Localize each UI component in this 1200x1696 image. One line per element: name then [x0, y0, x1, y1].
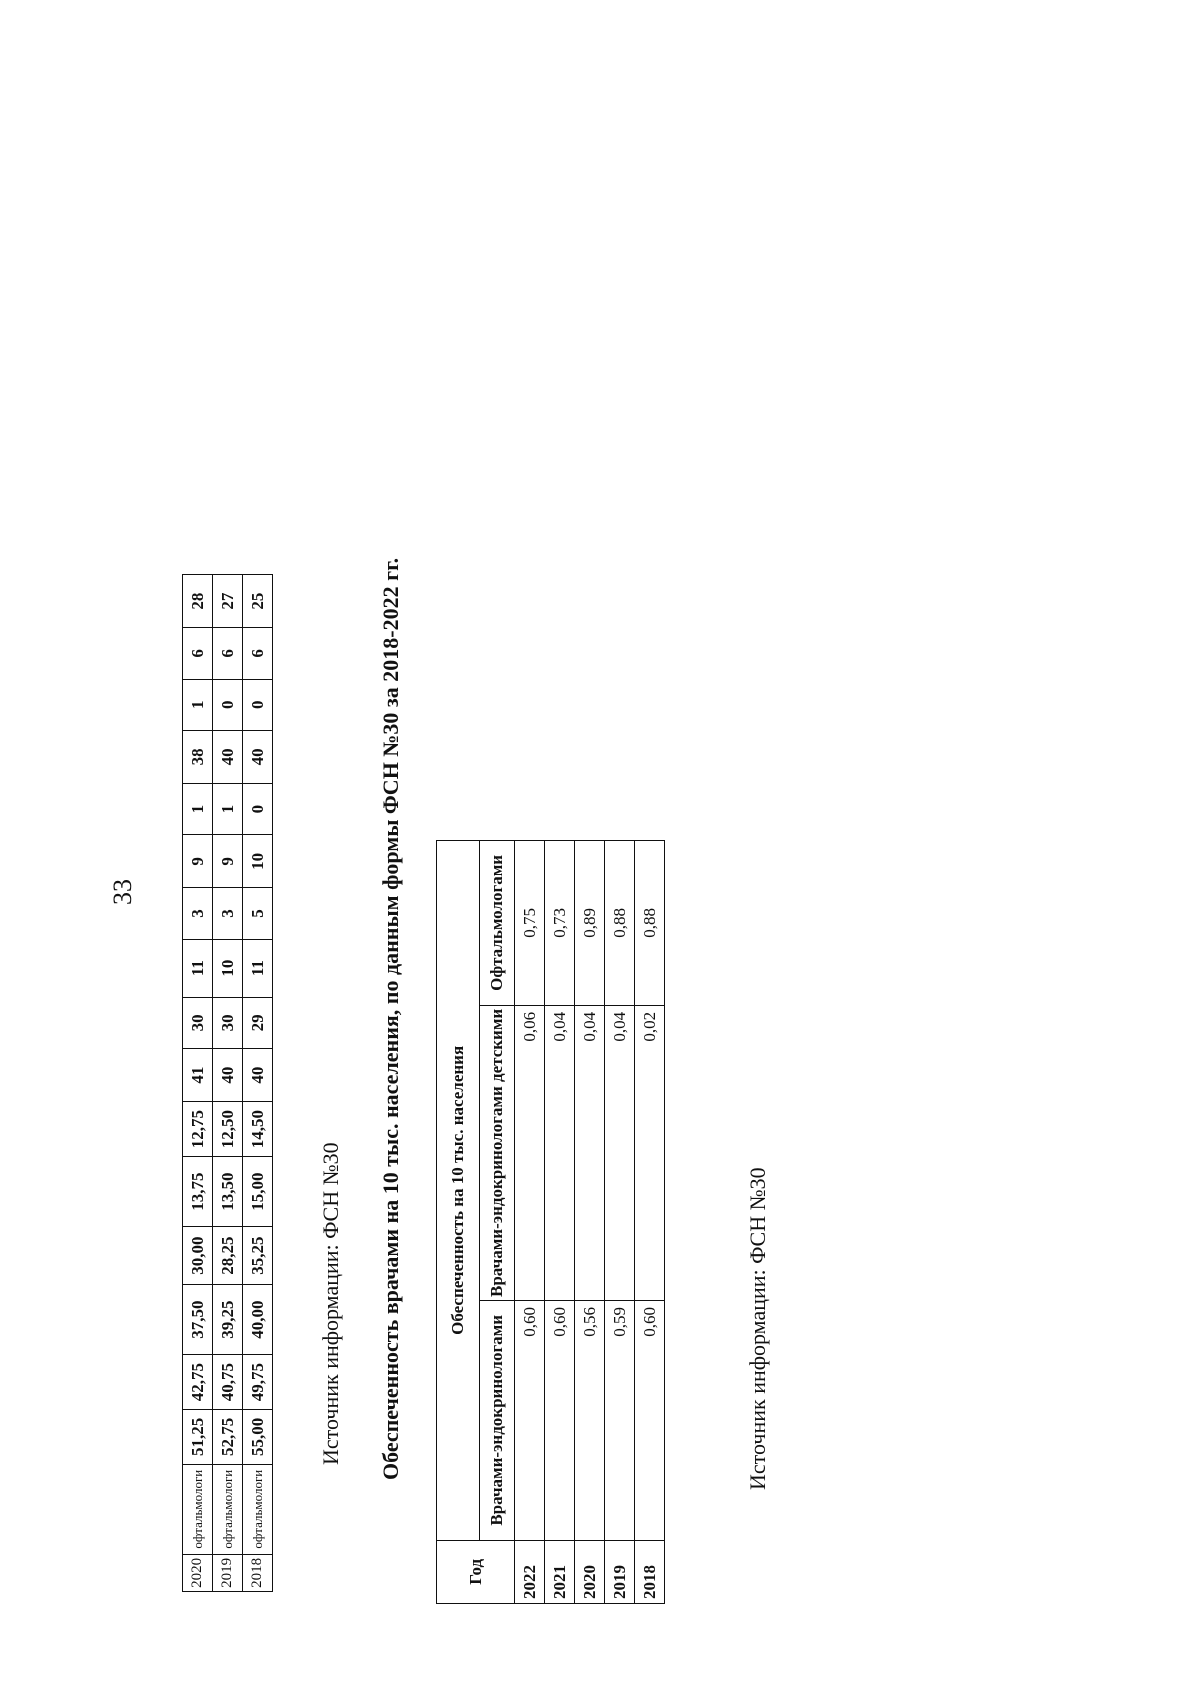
table-cell: 42,75 — [183, 1355, 213, 1410]
table-cell: 0,59 — [605, 1300, 635, 1540]
table-cell: 0 — [213, 679, 243, 730]
table-cell: 10 — [243, 835, 273, 888]
table-cell: 0,06 — [515, 1005, 545, 1300]
table-cell: 0,04 — [605, 1005, 635, 1300]
table-cell: 39,25 — [213, 1285, 243, 1355]
table-cell: 10 — [213, 939, 243, 997]
table-row — [243, 575, 273, 1592]
table-cell: 9 — [213, 835, 243, 888]
table-row — [213, 575, 243, 1592]
table-cell: 51,25 — [183, 1409, 213, 1464]
table2-wrapper — [436, 840, 665, 1604]
table-cell: 0,89 — [575, 841, 605, 1006]
source-note-2: Источник информации: ФСН №30 — [745, 1167, 770, 1490]
source-note-1: Источник информации: ФСН №30 — [318, 1142, 343, 1465]
table-row — [575, 841, 605, 1604]
year-column-header: Год — [437, 1540, 515, 1603]
table-cell: 40,00 — [243, 1285, 273, 1355]
table-cell: 1 — [183, 783, 213, 834]
table-row — [183, 575, 213, 1592]
ophthalmologist-stats-table — [182, 574, 273, 1592]
row-year: 2018 — [635, 1540, 665, 1603]
table-cell: 27 — [213, 575, 243, 628]
table-cell: 0,88 — [635, 841, 665, 1006]
table-cell: 40 — [243, 730, 273, 783]
table-cell: 12,75 — [183, 1102, 213, 1157]
table-cell: 0 — [243, 783, 273, 834]
row-specialty: офтальмологи — [183, 1464, 213, 1554]
table-cell: 0,73 — [545, 841, 575, 1006]
row-year: 2018 — [243, 1554, 273, 1591]
page-number: 33 — [108, 879, 137, 905]
group-header: Обеспеченность на 10 тыс. населения — [437, 841, 480, 1541]
table-cell: 30,00 — [183, 1227, 213, 1285]
table-row — [605, 841, 635, 1604]
table-cell: 35,25 — [243, 1227, 273, 1285]
column-header-pediatric-endocrinologists: Врачами-эндокринологами детскими — [480, 1005, 515, 1300]
table-cell: 0,60 — [515, 1300, 545, 1540]
table-row — [545, 841, 575, 1604]
table-title: Обеспеченность врачами на 10 тыс. населения, по данным формы ФСН №30 за 2018-2022 гг. — [378, 557, 403, 1480]
table-cell: 5 — [243, 888, 273, 939]
table-cell: 0,75 — [515, 841, 545, 1006]
table-cell: 0,60 — [545, 1300, 575, 1540]
table-cell: 0,04 — [575, 1005, 605, 1300]
table-cell: 40 — [213, 1049, 243, 1102]
row-year: 2021 — [545, 1540, 575, 1603]
table-cell: 0,04 — [545, 1005, 575, 1300]
table-cell: 6 — [243, 628, 273, 679]
column-header-ophthalmologists: Офтальмологами — [480, 841, 515, 1006]
table-cell: 0,88 — [605, 841, 635, 1006]
table-cell: 14,50 — [243, 1102, 273, 1157]
table-cell: 13,50 — [213, 1156, 243, 1226]
table-cell: 25 — [243, 575, 273, 628]
table-cell: 1 — [213, 783, 243, 834]
table-cell: 30 — [213, 997, 243, 1049]
table-cell: 3 — [213, 888, 243, 939]
table-cell: 0,02 — [635, 1005, 665, 1300]
table-cell: 0 — [243, 679, 273, 730]
doctor-coverage-table — [436, 840, 665, 1604]
table-cell: 41 — [183, 1049, 213, 1102]
table-row — [515, 841, 545, 1604]
table-cell: 55,00 — [243, 1409, 273, 1464]
table-cell: 30 — [183, 997, 213, 1049]
row-specialty: офтальмологи — [213, 1464, 243, 1554]
table-cell: 13,75 — [183, 1156, 213, 1226]
table-cell: 29 — [243, 997, 273, 1049]
table-cell: 11 — [243, 939, 273, 997]
row-specialty: офтальмологи — [243, 1464, 273, 1554]
table-cell: 37,50 — [183, 1285, 213, 1355]
table-cell: 52,75 — [213, 1409, 243, 1464]
table-cell: 0,56 — [575, 1300, 605, 1540]
row-year: 2020 — [575, 1540, 605, 1603]
column-header-endocrinologists: Врачами-эндокринологами — [480, 1300, 515, 1540]
table-cell: 0,60 — [635, 1300, 665, 1540]
table-row — [635, 841, 665, 1604]
table-cell: 38 — [183, 730, 213, 783]
table-cell: 12,50 — [213, 1102, 243, 1157]
row-year: 2019 — [605, 1540, 635, 1603]
table-cell: 49,75 — [243, 1355, 273, 1410]
table-cell: 11 — [183, 939, 213, 997]
table-cell: 40,75 — [213, 1355, 243, 1410]
table-cell: 28 — [183, 575, 213, 628]
table-cell: 28,25 — [213, 1227, 243, 1285]
table-cell: 6 — [183, 628, 213, 679]
table-cell: 9 — [183, 835, 213, 888]
table-cell: 15,00 — [243, 1156, 273, 1226]
row-year: 2020 — [183, 1554, 213, 1591]
table-cell: 6 — [213, 628, 243, 679]
table1-wrapper — [182, 574, 273, 1592]
row-year: 2022 — [515, 1540, 545, 1603]
table-cell: 40 — [243, 1049, 273, 1102]
table-cell: 1 — [183, 679, 213, 730]
table-cell: 40 — [213, 730, 243, 783]
table-cell: 3 — [183, 888, 213, 939]
row-year: 2019 — [213, 1554, 243, 1591]
